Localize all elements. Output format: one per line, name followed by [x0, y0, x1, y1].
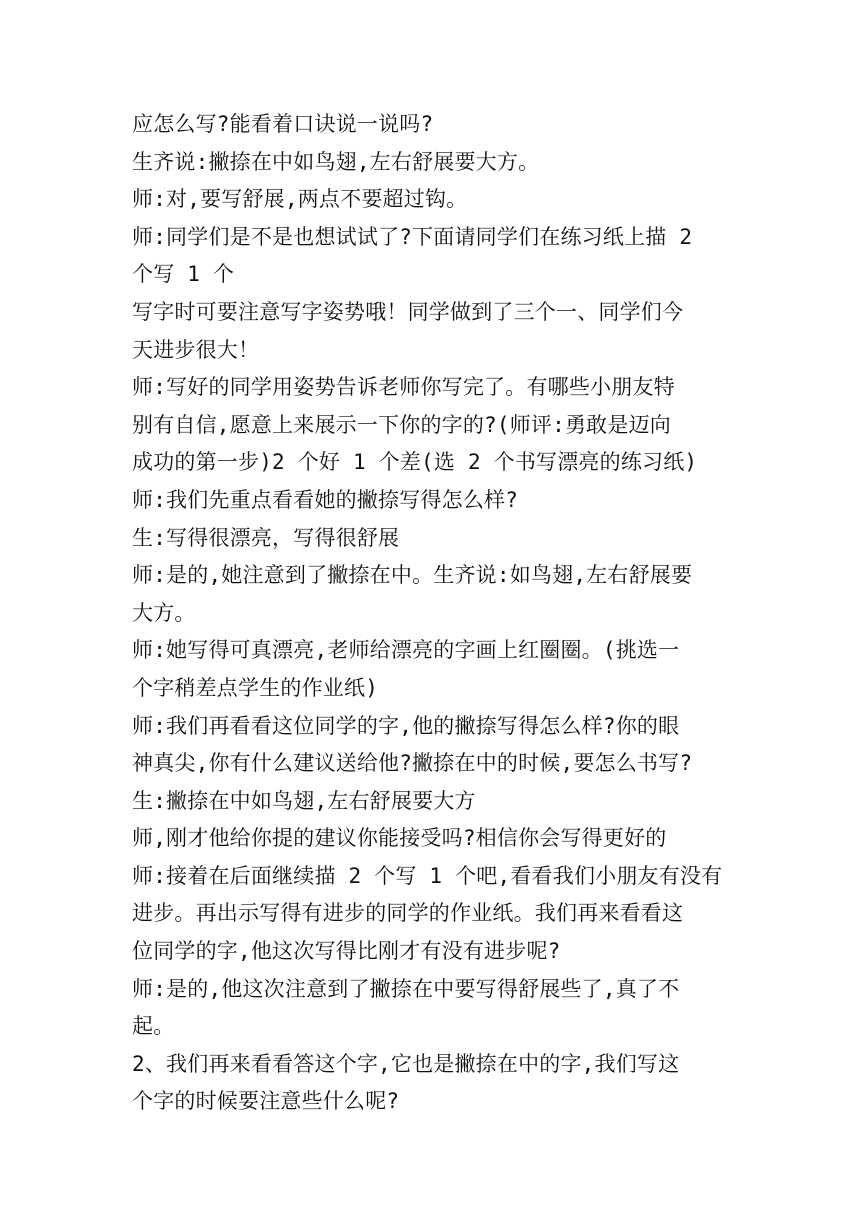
text-line: 个字稍差点学生的作业纸) [132, 675, 379, 700]
text-line: 进步。再出示写得有进步的同学的作业纸。我们再来看看这 [132, 901, 684, 926]
text-line: 2、我们再来看看答这个字,它也是撇捺在中的字,我们写这 [132, 1051, 680, 1076]
text-line: 师:是的,她注意到了撇捺在中。生齐说:如鸟翅,左右舒展要 [132, 563, 693, 588]
text-line: 生:撇捺在中如鸟翅,左右舒展要大方 [132, 788, 476, 813]
text-line: 生齐说:撇捺在中如鸟翅,左右舒展要大方。 [132, 149, 540, 174]
text-line: 神真尖,你有什么建议送给他?撇捺在中的时候,要怎么书写? [132, 751, 693, 776]
text-line: 师:接着在后面继续描 2 个写 1 个吧,看看我们小朋友有没有 [132, 863, 723, 888]
text-line: 师:写好的同学用姿势告诉老师你写完了。有哪些小朋友特 [132, 375, 675, 400]
text-line: 师:她写得可真漂亮,老师给漂亮的字画上红圈圈。(挑选一 [132, 638, 680, 663]
text-line: 个字的时候要注意些什么呢? [132, 1089, 400, 1114]
text-line: 起。 [132, 1014, 175, 1039]
text-line: 别有自信,愿意上来展示一下你的字的?(师评:勇敢是迈向 [132, 412, 671, 437]
text-line: 师:我们先重点看看她的撇捺写得怎么样? [132, 487, 519, 512]
text-line: 天进步很大！ [132, 337, 260, 362]
text-line: 师:对,要写舒展,两点不要超过钩。 [132, 187, 468, 212]
document-body [132, 106, 732, 1121]
text-line: 大方。 [132, 600, 196, 625]
text-line: 师:是的,他这次注意到了撇捺在中要写得舒展些了,真了不 [132, 976, 680, 1001]
text-line: 写字时可要注意写字姿势哦！同学做到了三个一、同学们今 [132, 299, 684, 324]
text-line: 师:我们再看看这位同学的字,他的撇捺写得怎么样?你的眼 [132, 713, 680, 738]
text-line: 生:写得很漂亮，写得很舒展 [132, 525, 400, 550]
text-line: 师:同学们是不是也想试试了?下面请同学们在练习纸上描 2 [132, 224, 693, 249]
text-line: 成功的第一步)2 个好 1 个差(选 2 个书写漂亮的练习纸) [132, 450, 698, 475]
text-line: 应怎么写?能看着口诀说一说吗? [132, 112, 434, 136]
text-line: 师,刚才他给你提的建议你能接受吗?相信你会写得更好的 [132, 826, 667, 851]
text-line: 位同学的字,他这次写得比刚才有没有进步呢? [132, 939, 561, 964]
text-line: 个写 1 个 [132, 262, 235, 287]
